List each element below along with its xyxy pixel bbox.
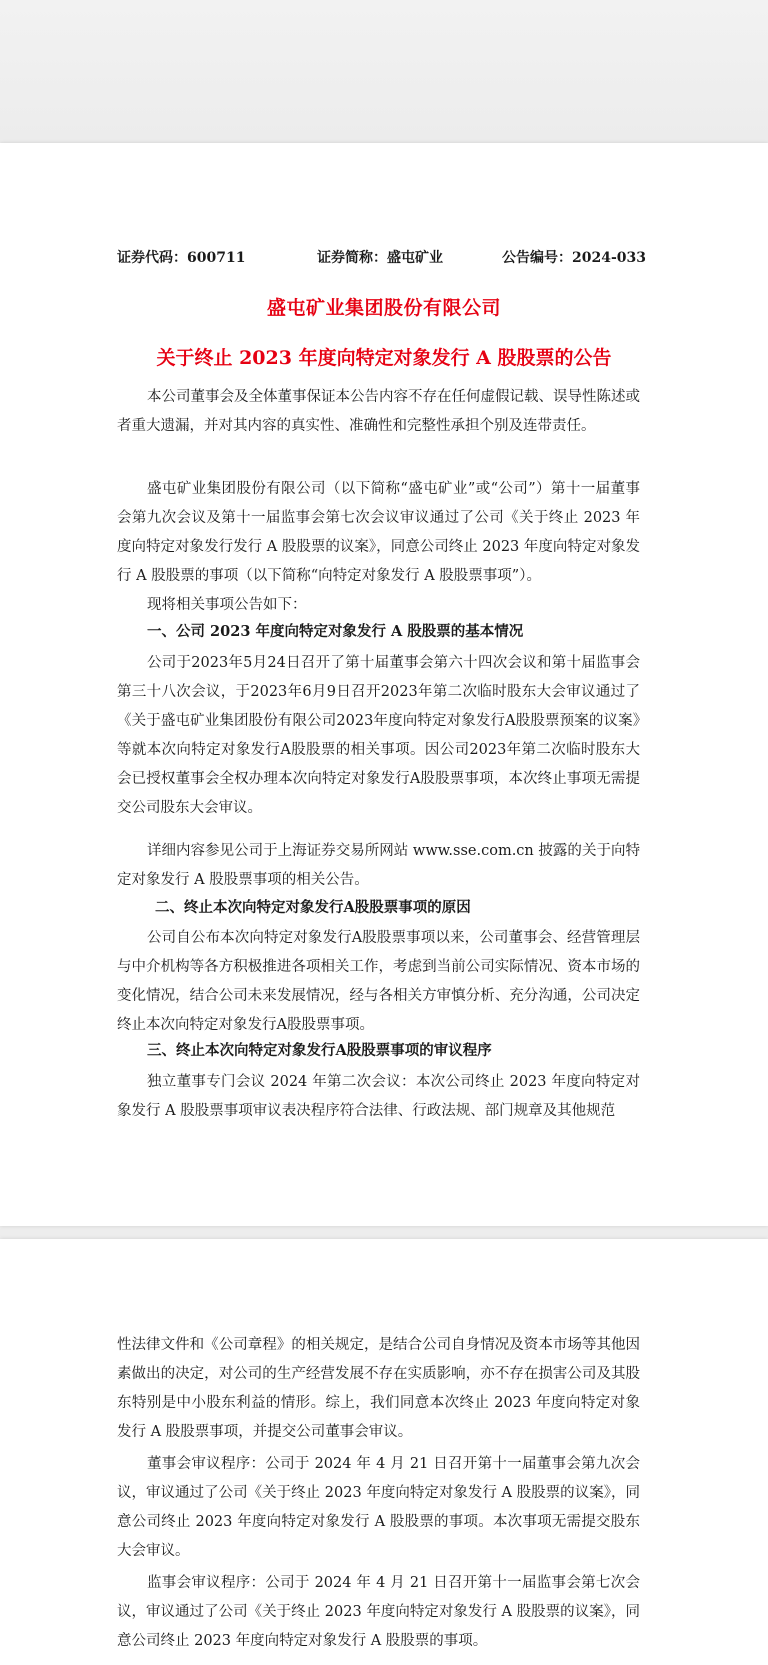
section-1-paragraph-2: 详细内容参见公司于上海证券交易所网站 www.sse.com.cn 披露的关于向特定对象发行 A 股股票事项的相关公告。 xyxy=(117,843,640,888)
section-1-heading: 一、公司 2023 年度向特定对象发行 A 股股票的基本情况 xyxy=(147,623,524,640)
notice-line: 现将相关事项公告如下： xyxy=(147,597,307,613)
document-page-2 xyxy=(0,1239,768,1665)
section-1-paragraph-1: 公司于2023年5月24日召开了第十届董事会第六十四次会议和第十届监事会第三十八次会议，于2023年6月9日召开2023年第二次临时股东大会审议通过了《关于盛屯矿业集团股份有限公司2023年度向特定对象发行A股股票预案的议案》等就本次向特定对象发行A股股票的相关事项。因公司2023年第二次临时股东大会已授权董事会全权办理本次向特定对象发行A股股票事项，本次终止事项无需提交公司股东大会审议。 xyxy=(117,655,640,816)
board-review-paragraph: 董事会审议程序：公司于 2024 年 4 月 21 日召开第十一届董事会第九次会议，审议通过了公司《关于终止 2023 年度向特定对象发行 A 股股票的议案》，同意公司终止 2023 年度向特定对象发行 A 股股票的事项。本次事项无需提交股东大会审议。 xyxy=(117,1456,640,1559)
board-statement: 本公司董事会及全体董事保证本公告内容不存在任何虚假记载、误导性陈述或者重大遗漏，并对其内容的真实性、准确性和完整性承担个别及连带责任。 xyxy=(117,389,640,434)
stock-code: 证券代码：600711 xyxy=(117,250,246,266)
company-name: 盛屯矿业集团股份有限公司 xyxy=(266,297,501,319)
stock-short-name: 证券简称：盛屯矿业 xyxy=(317,250,443,266)
section-2-paragraph-1: 公司自公布本次向特定对象发行A股股票事项以来，公司董事会、经营管理层与中介机构等各方积极推进各项相关工作，考虑到当前公司实际情况、资本市场的变化情况，结合公司未来发展情况，经与各相关方审慎分析、充分沟通，公司决定终止本次向特定对象发行A股股票事项。 xyxy=(117,930,640,1033)
announcement-title: 关于终止 2023 年度向特定对象发行 A 股股票的公告 xyxy=(156,347,612,369)
section-3-heading: 三、终止本次向特定对象发行A股股票事项的审议程序 xyxy=(147,1042,492,1059)
document-page-1 xyxy=(0,143,768,1226)
section-3-paragraph-1-start: 独立董事专门会议 2024 年第二次会议：本次公司终止 2023 年度向特定对象发行 A 股股票事项审议表决程序符合法律、行政法规、部门规章及其他规范 xyxy=(117,1074,640,1119)
intro-paragraph: 盛屯矿业集团股份有限公司（以下简称“盛屯矿业”或“公司”）第十一届董事会第九次会议及第十一届监事会第七次会议审议通过了公司《关于终止 2023 年度向特定对象发行发行 A 股股票的议案》，同意公司终止 2023 年度向特定对象发行 A 股股票的事项（以下简称“向特定对象发行 A 股股票事项”）。 xyxy=(117,481,640,584)
viewer-background xyxy=(0,0,768,143)
supervisory-review-paragraph: 监事会审议程序：公司于 2024 年 4 月 21 日召开第十一届监事会第七次会议，审议通过了公司《关于终止 2023 年度向特定对象发行 A 股股票的议案》，同意公司终止 2023 年度向特定对象发行 A 股股票的事项。 xyxy=(117,1575,640,1649)
announcement-number: 公告编号：2024-033 xyxy=(502,250,646,266)
section-2-heading: 二、终止本次向特定对象发行A股股票事项的原因 xyxy=(155,899,471,916)
section-3-paragraph-1-continued: 性法律文件和《公司章程》的相关规定，是结合公司自身情况及资本市场等其他因素做出的决定，对公司的生产经营发展不存在实质影响，亦不存在损害公司及其股东特别是中小股东利益的情形。综上，我们同意本次终止 2023 年度向特定对象发行 A 股股票事项，并提交公司董事会审议。 xyxy=(117,1337,640,1440)
